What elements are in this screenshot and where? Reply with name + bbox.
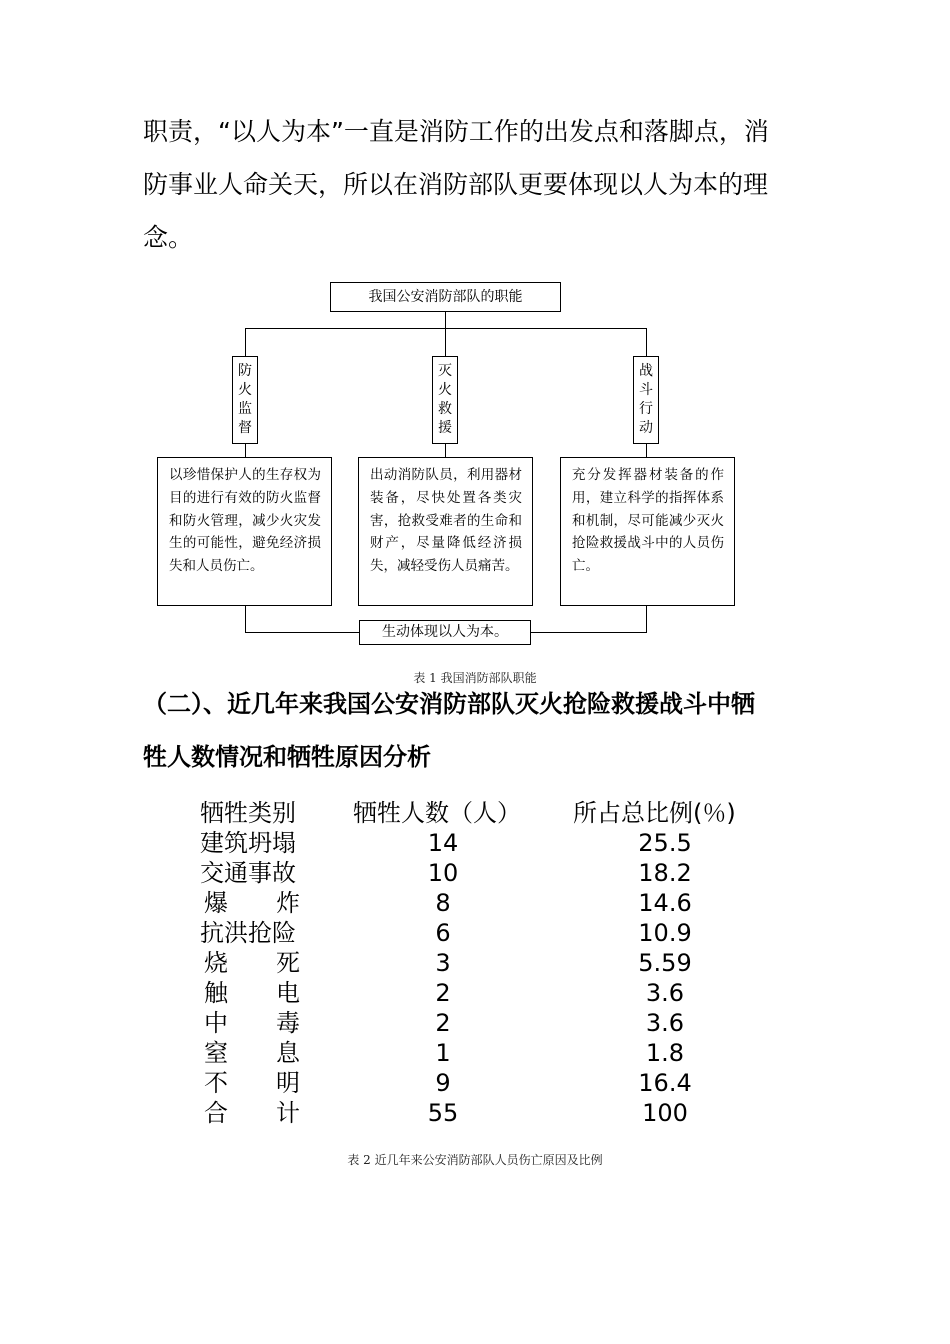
paragraph-line: 念。 (143, 223, 194, 252)
cell-count: 9 (435, 1069, 451, 1097)
branch-description-combat-action: 充分发挥器材装备的作用，建立科学的指挥体系和机制，尽可能减少灭火抢险救援战斗中的人员伤亡。 (560, 457, 735, 606)
cell-count: 2 (435, 1009, 451, 1037)
cell-ratio: 3.6 (645, 979, 685, 1007)
cell-category: 窒 息 (204, 1039, 300, 1067)
table-row (200, 978, 800, 1008)
intro-paragraph (143, 105, 813, 264)
cell-ratio: 14.6 (638, 889, 692, 917)
cell-count: 6 (435, 919, 451, 947)
cell-category: 烧 死 (204, 949, 300, 977)
cell-count: 3 (435, 949, 451, 977)
table-caption: 表 2 近几年来公安消防部队人员伤亡原因及比例 (347, 1153, 603, 1167)
org-chart-bottom-box: 生动体现以人为本。 (359, 620, 531, 645)
cell-ratio: 100 (642, 1099, 688, 1127)
cell-ratio: 5.59 (638, 949, 692, 977)
cell-count: 2 (435, 979, 451, 1007)
cell-count: 8 (435, 889, 451, 917)
cell-ratio: 16.4 (638, 1069, 692, 1097)
cell-ratio: 18.2 (638, 859, 692, 887)
table-header-row (200, 798, 800, 828)
cell-count: 55 (427, 1099, 459, 1127)
table-row (200, 948, 800, 978)
connector (245, 444, 246, 457)
heading-line: （二）、近几年来我国公安消防部队灭火抢险救援战斗中牺 (143, 690, 755, 718)
org-chart-caption: 表 1 我国消防部队职能 (413, 671, 537, 685)
cell-category: 抗洪抢险 (200, 919, 296, 947)
branch-title-combat-action: 战 斗 行 动 (633, 356, 659, 444)
cell-category: 爆 炸 (204, 889, 300, 917)
paragraph-line: 防事业人命关天，所以在消防部队更要体现以人为本的理 (143, 170, 769, 199)
cell-ratio: 25.5 (638, 829, 692, 857)
cell-count: 14 (427, 829, 459, 857)
cell-category: 建筑坍塌 (200, 829, 296, 857)
branch-title-firefighting-rescue: 灭 火 救 援 (432, 356, 458, 444)
connector (245, 606, 246, 633)
cell-count: 10 (427, 859, 459, 887)
cell-ratio: 10.9 (638, 919, 692, 947)
connector (245, 328, 647, 329)
org-chart-top-box: 我国公安消防部队的职能 (330, 282, 561, 312)
connector (245, 328, 246, 356)
cell-count: 1 (435, 1039, 451, 1067)
table-row (200, 888, 800, 918)
cell-ratio: 3.6 (645, 1009, 685, 1037)
connector (445, 444, 446, 457)
table-row (200, 1098, 800, 1128)
connector (646, 606, 647, 633)
connector (245, 632, 359, 633)
header-ratio: 所占总比例(％) (573, 799, 736, 827)
table-row (200, 828, 800, 858)
cell-category: 合 计 (204, 1099, 300, 1127)
heading-line: 牲人数情况和牺牲原因分析 (143, 743, 431, 771)
cell-category: 中 毒 (204, 1009, 300, 1037)
table-row (200, 1008, 800, 1038)
paragraph-line: 职责，“以人为本”一直是消防工作的出发点和落脚点，消 (143, 117, 769, 146)
section-heading (143, 678, 823, 784)
cell-category: 交通事故 (200, 859, 296, 887)
table-row (200, 918, 800, 948)
branch-title-fire-prevention: 防 火 监 督 (232, 356, 258, 444)
table-row (200, 1038, 800, 1068)
connector (445, 312, 446, 329)
cell-category: 不 明 (204, 1069, 300, 1097)
table-row (200, 1068, 800, 1098)
branch-description-fire-prevention: 以珍惜保护人的生存权为目的进行有效的防火监督和防火管理，减少火灾发生的可能性，避免经济损失和人员伤亡。 (157, 457, 332, 606)
connector (531, 632, 647, 633)
header-category: 牺牲类别 (200, 799, 296, 827)
connector (445, 328, 446, 356)
connector (646, 444, 647, 457)
cell-category: 触 电 (204, 979, 300, 1007)
connector (646, 328, 647, 356)
cell-ratio: 1.8 (645, 1039, 685, 1067)
header-count: 牺牲人数（人） (353, 799, 521, 827)
table-row (200, 858, 800, 888)
branch-description-firefighting-rescue: 出动消防队员，利用器材装备，尽快处置各类灾害，抢救受难者的生命和财产，尽量降低经济损失，减轻受伤人员痛苦。 (358, 457, 533, 606)
